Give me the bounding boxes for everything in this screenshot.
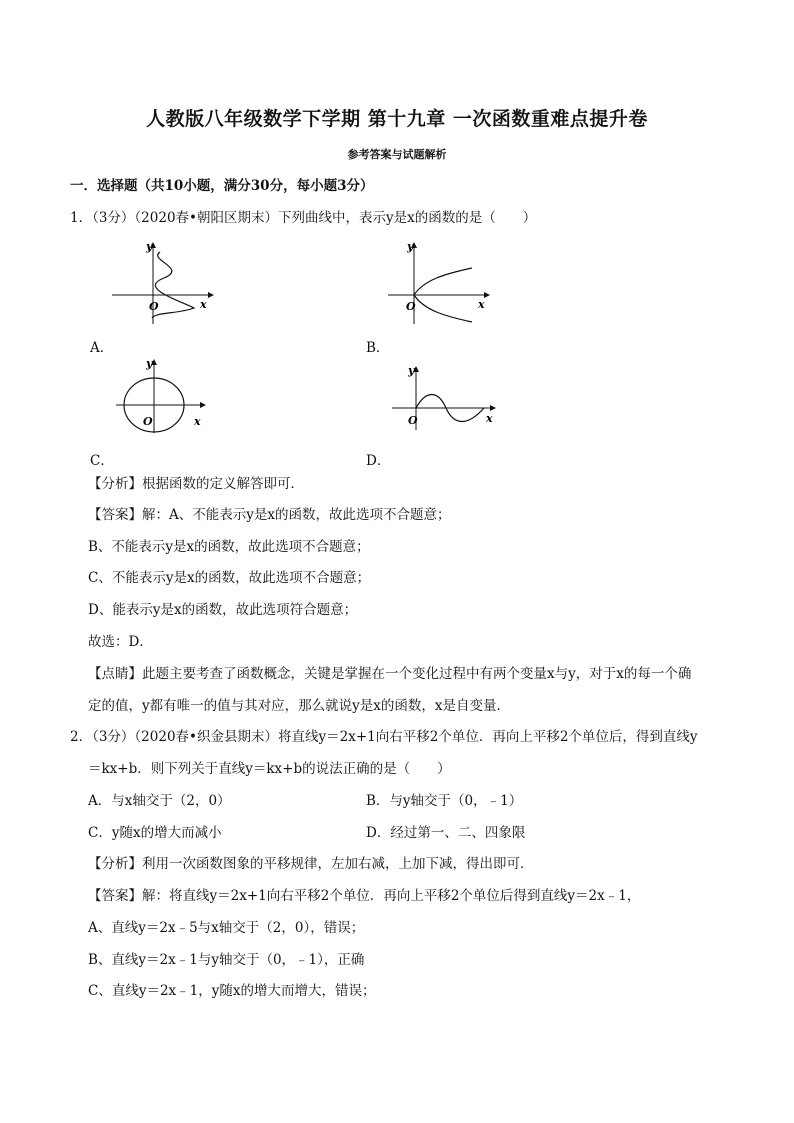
q1-d-y-label: y (408, 364, 415, 377)
q1-answer-line: 故选：D． (88, 634, 153, 650)
q1-graph-d (388, 362, 500, 436)
q1-graph-b (384, 238, 494, 332)
q1-comment-line: 【点睛】此题主要考查了函数概念，关键是掌握在一个变化过程中有两个变量x与y，对于x的每一个确 (88, 666, 692, 682)
q1-stem: 1．（3分）（2020春•朝阳区期末）下列曲线中，表示y是x的函数的是（ ） (70, 210, 537, 226)
page-title: 人教版八年级数学下学期 第十九章 一次函数重难点提升卷 (146, 108, 648, 130)
q1-graph-c (112, 355, 212, 439)
q1-option-b: B． (366, 340, 390, 356)
q2-answer-line: C、直线y＝2x﹣1，y随x的增大而增大，错误； (88, 983, 376, 999)
q1-option-c: C． (90, 453, 114, 469)
q2-option-b: B．与y轴交于（0，﹣1） (366, 793, 523, 809)
section-heading: 一．选择题（共10小题，满分30分，每小题3分） (70, 178, 374, 194)
q2-stem-line: ＝kx+b．则下列关于直线y＝kx+b的说法正确的是（ ） (88, 761, 451, 777)
q2-option-d: D．经过第一、二、四象限 (366, 825, 526, 841)
q1-comment-line: 定的值，y都有唯一的值与其对应，那么就说y是x的函数，x是自变量． (88, 698, 510, 714)
q1-c-origin-label: O (143, 415, 153, 428)
q1-analysis: 【分析】根据函数的定义解答即可． (88, 476, 304, 492)
q2-stem-line: 2．（3分）（2020春•织金县期末）将直线y＝2x+1向右平移2个单位．再向上平移2个单位后，得到直线y (70, 729, 698, 745)
q2-answer-line: A、直线y＝2x﹣5与x轴交于（2，0），错误； (88, 920, 365, 936)
q1-b-x-label: x (478, 298, 485, 311)
q1-a-x-label: x (200, 298, 207, 311)
q1-d-x-label: x (486, 412, 493, 425)
page-subtitle: 参考答案与试题解析 (347, 148, 447, 161)
q2-answer-line: 【答案】解：将直线y＝2x+1向右平移2个单位．再向上平移2个单位后得到直线y＝2x﹣1， (88, 888, 641, 904)
q2-answer-line: B、直线y＝2x﹣1与y轴交于（0，﹣1），正确 (88, 952, 365, 968)
q1-option-a: A． (90, 340, 114, 356)
q1-d-origin-label: O (408, 414, 418, 427)
q2-option-a: A．与x轴交于（2，0） (88, 793, 231, 809)
q1-a-y-label: y (146, 240, 153, 253)
q1-graph-a (108, 238, 218, 332)
q2-option-c: C．y随x的增大而减小 (88, 825, 222, 841)
q1-a-origin-label: O (149, 300, 159, 313)
q1-answer-line: C、不能表示y是x的函数，故此选项不合题意； (88, 570, 371, 586)
q1-answer-line: 【答案】解：A、不能表示y是x的函数，故此选项不合题意； (88, 507, 451, 523)
q2-analysis: 【分析】利用一次函数图象的平移规律，左加右减，上加下减，得出即可． (88, 856, 534, 872)
q1-c-x-label: x (194, 415, 201, 428)
q1-c-y-label: y (146, 357, 153, 370)
q1-b-y-label: y (407, 240, 414, 253)
q1-b-origin-label: O (406, 300, 416, 313)
q1-answer-line: B、不能表示y是x的函数，故此选项不合题意； (88, 539, 370, 555)
q1-option-d: D． (366, 453, 391, 469)
q1-answer-line: D、能表示y是x的函数，故此选项符合题意； (88, 602, 358, 618)
